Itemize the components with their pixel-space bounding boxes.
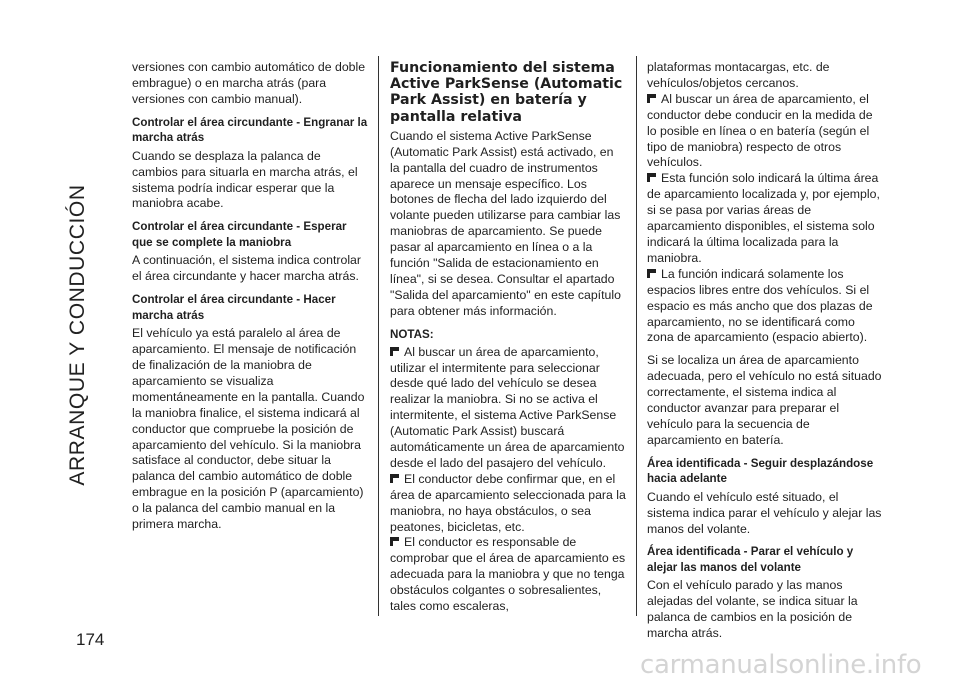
- paragraph: Cuando se desplaza la palanca de cambios para situarla en marcha atrás, el sistema podría indicar esperar que la maniobra acabe.: [132, 148, 358, 211]
- column-divider: [378, 56, 379, 616]
- paragraph: versiones con cambio automático de doble embrague) o en marcha atrás (para versiones con cambio manual).: [132, 60, 366, 106]
- subheading: Controlar el área circundante - Esperar que se complete la maniobra: [132, 220, 347, 249]
- note-text: El conductor es responsable de comprobar que el área de aparcamiento es adecuada para la maniobra y que no tenga obstáculos colgantes o sobresalientes, tales como escaleras,: [390, 535, 626, 614]
- note-text: La función indicará solamente los espacios libres entre dos vehículos. Si el espacio es más ancho que dos plazas de aparcamiento, no se identificará como zona de aparcamiento (espacio abierto).: [647, 266, 873, 345]
- subheading: Área identificada - Seguir desplazándose hacia adelante: [647, 456, 874, 486]
- note-item: [647, 171, 883, 266]
- subheading: Área identificada - Parar el vehículo y alejar las manos del volante: [647, 545, 854, 574]
- paragraph: Cuando el sistema Active ParkSense (Automatic Park Assist) está activado, en la pantalla del cuadro de instrumentos aparece un mensaje específico. Los botones de flecha del lado izquierdo del volante pueden utilizarse para cambiar las maniobras de aparcamiento. Se puede pasar al aparcamiento en línea o a la función "Salida de estacionamiento en línea", si se desea. Consultar el apartado "Salida del aparcamiento" en este capítulo para obtener más información.: [390, 128, 621, 318]
- paragraph: Con el vehículo parado y las manos alejadas del volante, se indica situar la palanca de cambios en la posición de marcha atrás.: [647, 578, 858, 641]
- note-item: [647, 92, 883, 172]
- note-text: El conductor debe confirmar que, en el área de aparcamiento seleccionada para la maniobra, no haya obstáculos, o sea peatones, bicicletas, etc.: [390, 471, 626, 534]
- column-left: [132, 60, 368, 540]
- note-bullet-icon: [390, 537, 399, 546]
- note-text: Esta función solo indicará la última área de aparcamiento localizada y, por ejemplo, si se pasa por varias áreas de aparcamiento disponibles, el sistema solo indicará la última localizada para la maniobra.: [647, 171, 880, 265]
- note-text: Al buscar un área de aparcamiento, utilizar el intermitente para seleccionar desde qué lado del vehículo se desea realizar la maniobra. Si no se activa el intermitente, el sistema Active ParkSense (Automatic Park Assist) buscará automáticamente un área de aparcamiento desde el lado del pasajero del vehículo.: [390, 344, 625, 470]
- paragraph: A continuación, el sistema indica controlar el área circundante y hacer marcha atrás.: [132, 253, 361, 284]
- note-bullet-icon: [647, 173, 656, 182]
- note-bullet-icon: [390, 474, 399, 483]
- note-bullet-icon: [390, 347, 399, 356]
- note-item: [390, 472, 626, 536]
- page-number: 174: [76, 630, 105, 649]
- column-middle: [390, 60, 626, 615]
- note-item: [647, 267, 883, 347]
- watermark: carmanualsonline.info: [640, 650, 922, 680]
- chapter-side-title: ARRANQUE Y CONDUCCIÓN: [66, 184, 89, 486]
- subheading: Controlar el área circundante - Engranar la marcha atrás: [132, 115, 368, 145]
- notes-label: NOTAS:: [390, 327, 434, 341]
- note-item: [390, 345, 626, 472]
- paragraph: Si se localiza un área de aparcamiento adecuada, pero el vehículo no está situado correctamente, el sistema indica al conductor avanzar para preparar el vehículo para la secuencia de aparcamiento en batería.: [647, 353, 882, 447]
- column-divider: [636, 56, 637, 616]
- note-text: Al buscar un área de aparcamiento, el conductor debe conducir en la medida de lo posible en línea o en batería (según el tipo de maniobra) respecto de otros vehículos.: [647, 91, 873, 170]
- paragraph: Cuando el vehículo esté situado, el sistema indica parar el vehículo y alejar las manos del volante.: [647, 489, 882, 536]
- paragraph: plataformas montacargas, etc. de vehículos/objetos cercanos.: [647, 60, 830, 90]
- subheading: Controlar el área circundante - Hacer marcha atrás: [132, 293, 336, 322]
- note-bullet-icon: [647, 269, 656, 278]
- column-right: [647, 60, 883, 649]
- paragraph: El vehículo ya está paralelo al área de aparcamiento. El mensaje de notificación de finalización de la maniobra de aparcamiento se visualiza momentáneamente en la pantalla. Cuando la maniobra finalice, el sistema indicará al conductor que compruebe la posición de aparcamiento del vehículo. Si la maniobra satisface al conductor, debe situar la palanca del cambio automático de doble embrague en la posición P (aparcamiento) o la palanca del cambio manual en la primera marcha.: [132, 326, 365, 532]
- section-title: Funcionamiento del sistema Active ParkSense (Automatic Park Assist) en batería y pantalla relativa: [390, 60, 623, 125]
- note-bullet-icon: [647, 94, 656, 103]
- note-item: [390, 535, 626, 615]
